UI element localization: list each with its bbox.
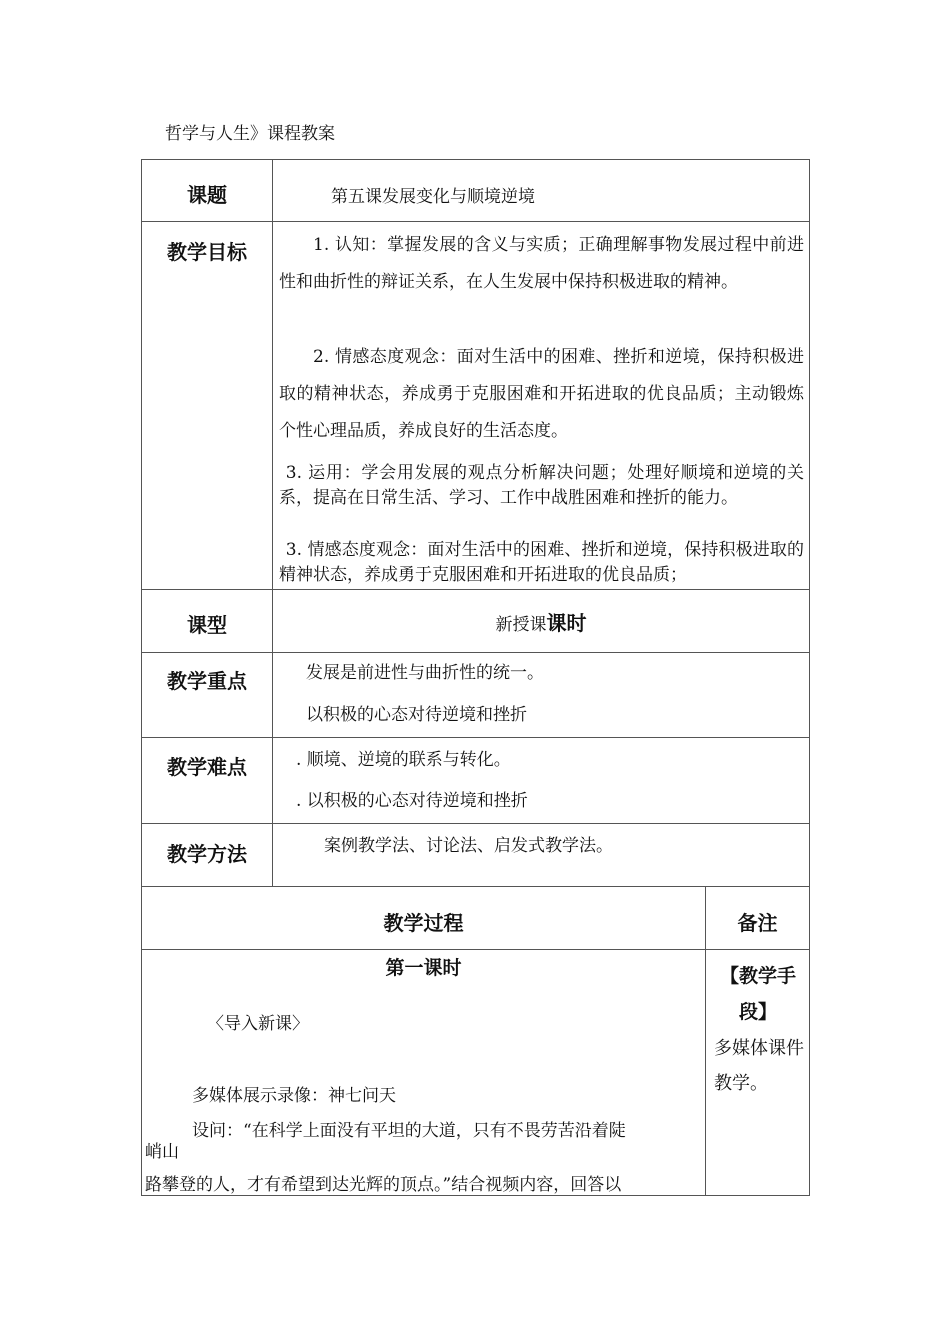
video-line: 多媒体展示录像：神七问天	[192, 1086, 396, 1106]
topic-label: 课题	[187, 183, 227, 207]
session-title: 第一课时	[385, 957, 462, 979]
lesson-type-strong: 课时	[546, 611, 587, 635]
question-line-3: 路攀登的人，才有希望到达光辉的顶点。”结合视频内容，回答以	[145, 1175, 622, 1195]
lesson-type-prefix: 新授课	[495, 615, 547, 635]
difficulty-2: . 以积极的心态对待逆境和挫折	[296, 791, 528, 811]
methods-value: 案例教学法、讨论法、启发式教学法。	[324, 836, 613, 856]
notes-header: 备注	[737, 911, 778, 935]
intro-heading: 〈导入新课〉	[207, 1014, 309, 1034]
question-line-1: 设问：“在科学上面没有平坦的大道，只有不畏劳苦沿着陡	[192, 1121, 626, 1141]
key-points-label: 教学重点	[167, 669, 247, 693]
key-point-1: 发展是前进性与曲折性的统一。	[306, 663, 544, 683]
objective-item-4: 3. 情感态度观念：面对生活中的困难、挫折和逆境，保持积极进取的精神状态，养成勇于克服困难和开拓进取的优良品质；	[279, 540, 804, 585]
key-point-2: 以积极的心态对待逆境和挫折	[306, 705, 527, 725]
lesson-type-value	[273, 607, 809, 636]
question-line-2: 峭山	[145, 1142, 179, 1162]
lesson-type-label: 课型	[187, 613, 227, 637]
topic-value: 第五课发展变化与顺境逆境	[331, 187, 535, 207]
notes-body: 多媒体课件教学。	[714, 1038, 804, 1094]
objective-item-3: 3. 运用：学会用发展的观点分析解决问题；处理好顺境和逆境的关系，提高在日常生活、学习、工作中战胜困难和挫折的能力。	[279, 463, 804, 508]
methods-label: 教学方法	[167, 842, 247, 866]
objective-item-2: 2. 情感态度观念：面对生活中的困难、挫折和逆境，保持积极进取的精神状态，养成勇于克服困难和开拓进取的优良品质；主动锻炼个性心理品质，养成良好的生活态度。	[279, 347, 804, 441]
process-header: 教学过程	[383, 911, 464, 935]
difficulty-1: . 顺境、逆境的联系与转化。	[296, 750, 511, 770]
document-title: 哲学与人生》课程教案	[165, 124, 335, 144]
objective-item-1: 1. 认知：掌握发展的含义与实质；正确理解事物发展过程中前进性和曲折性的辩证关系，在人生发展中保持积极进取的精神。	[279, 235, 804, 292]
objectives-label: 教学目标	[167, 240, 247, 264]
difficulties-label: 教学难点	[167, 755, 247, 779]
notes-title: 【教学手段】	[719, 965, 796, 1023]
